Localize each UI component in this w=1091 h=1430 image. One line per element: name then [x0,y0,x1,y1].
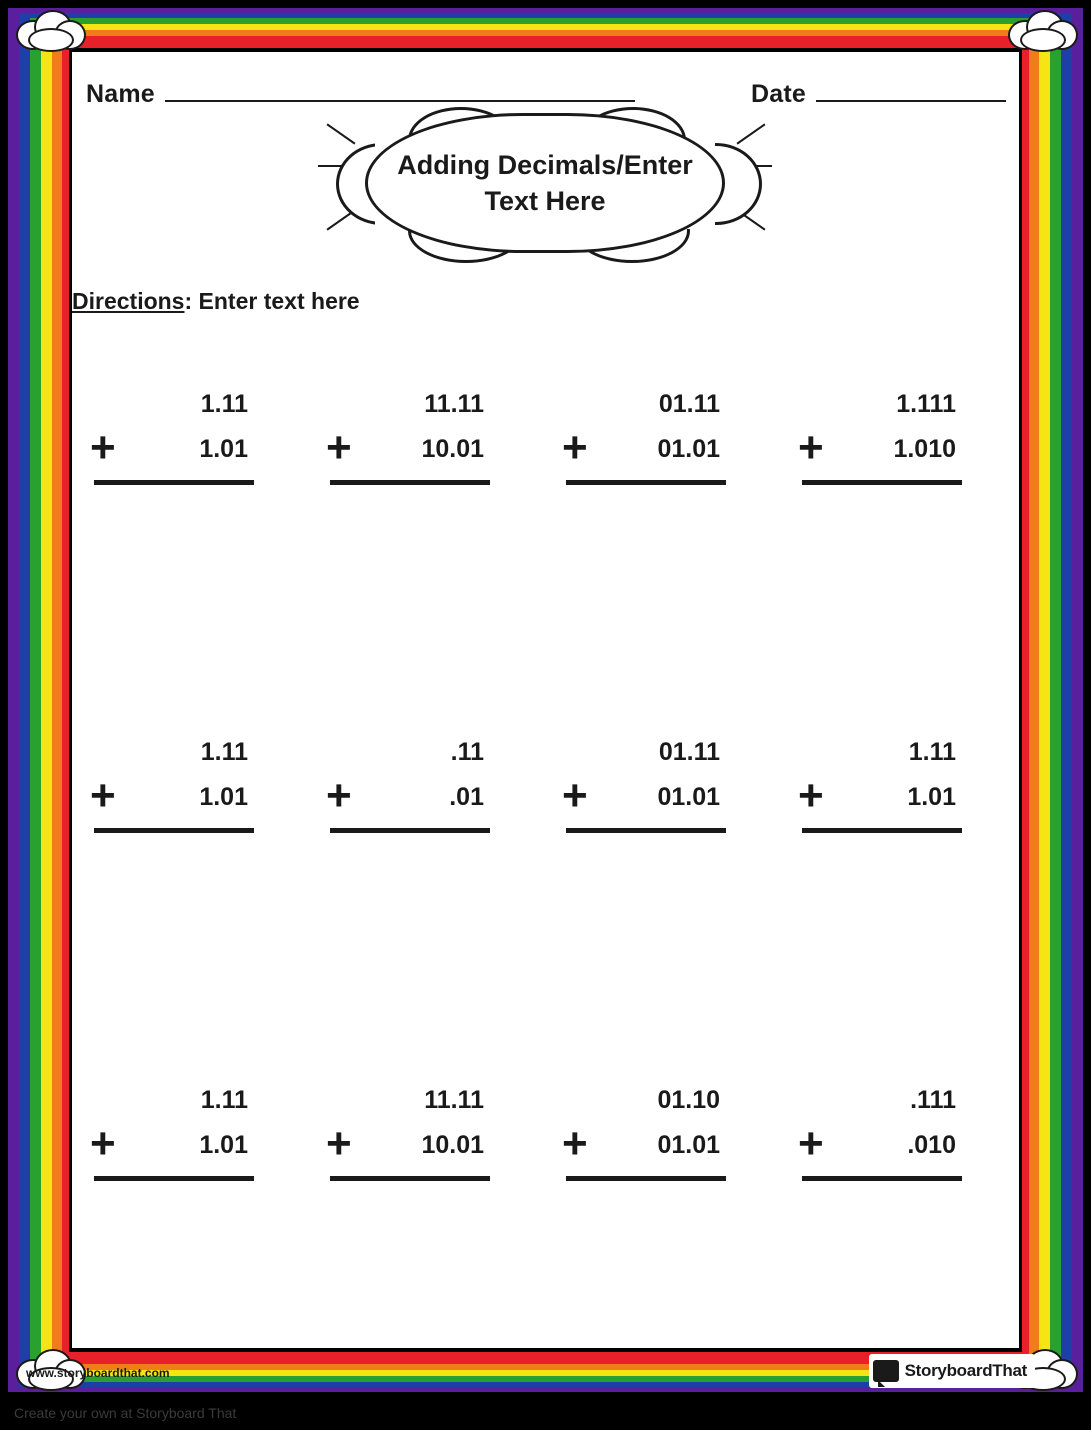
answer-line[interactable] [802,828,962,833]
cloud-icon [1006,6,1076,52]
answer-line[interactable] [330,828,490,833]
addend-row [562,771,744,820]
spark-line [737,123,766,144]
addend-bottom: 01.01 [657,1131,720,1159]
answer-line[interactable] [566,480,726,485]
problem-5[interactable] [90,738,272,833]
problem-8[interactable] [798,738,980,833]
addend-row [562,423,744,472]
problem-cell [544,1078,780,1426]
worksheet-title: Adding Decimals/Enter Text Here [397,149,693,216]
plus-icon: + [90,771,116,820]
worksheet-content [72,52,1019,1348]
plus-icon: + [562,771,588,820]
addend-top: .111 [910,1086,956,1114]
plus-icon: + [90,423,116,472]
answer-line[interactable] [330,1176,490,1181]
problem-3[interactable] [562,390,744,485]
problem-cell [72,382,308,730]
addend-top: 1.11 [200,390,248,418]
problem-1[interactable] [90,390,272,485]
problem-11[interactable] [562,1086,744,1181]
spark-line [327,123,356,144]
problem-cell [780,730,1016,1078]
addend-row [90,423,272,472]
problem-4[interactable] [798,390,980,485]
answer-line[interactable] [802,480,962,485]
addend-top: 1.111 [896,390,956,418]
problem-cell [72,730,308,1078]
footer-url[interactable]: www.storyboardthat.com [26,1366,170,1380]
page-caption: Create your own at Storyboard That [14,1405,237,1421]
addend-row [326,423,508,472]
plus-icon: + [326,1119,352,1168]
name-input-line[interactable] [165,78,635,102]
problem-row [72,730,1019,1078]
plus-icon: + [562,423,588,472]
problem-cell [308,730,544,1078]
addend-top: 1.11 [200,1086,248,1114]
name-date-row [86,78,1006,109]
addend-bottom: 1.01 [199,435,248,463]
name-label: Name [86,80,155,108]
addend-top: 11.11 [424,390,484,418]
answer-line[interactable] [94,1176,254,1181]
plus-icon: + [798,1119,824,1168]
addend-top: 01.11 [658,738,720,766]
problem-9[interactable] [90,1086,272,1181]
answer-line[interactable] [566,828,726,833]
answer-line[interactable] [94,480,254,485]
date-input-line[interactable] [816,78,1006,102]
directions-separator: : [184,288,193,314]
addend-row [798,1119,980,1168]
addend-bottom: 10.01 [421,1131,484,1159]
addend-top: .11 [450,738,484,766]
brand-name: StoryboardThat [904,1361,1027,1380]
directions-label: Directions [72,288,185,314]
addend-row [90,1119,272,1168]
problem-6[interactable] [326,738,508,833]
addend-bottom: 10.01 [421,435,484,463]
addend-top: 11.11 [424,1086,484,1114]
addend-bottom: .010 [907,1131,956,1159]
worksheet-title-box[interactable] [365,113,725,253]
problem-cell [780,382,1016,730]
problem-2[interactable] [326,390,508,485]
plus-icon: + [562,1119,588,1168]
problem-7[interactable] [562,738,744,833]
addend-top: 01.11 [658,390,720,418]
page-caption-strip [0,1400,1091,1430]
addend-bottom: 1.01 [199,783,248,811]
addend-row [562,1119,744,1168]
addend-top: 1.11 [908,738,956,766]
plus-icon: + [798,771,824,820]
answer-line[interactable] [566,1176,726,1181]
problem-cell [308,1078,544,1426]
addend-bottom: 1.01 [199,1131,248,1159]
addend-top: 01.10 [657,1086,720,1114]
addend-top: 1.11 [200,738,248,766]
problem-10[interactable] [326,1086,508,1181]
addend-bottom: 01.01 [657,783,720,811]
addend-bottom: .01 [449,783,484,811]
addend-row [326,1119,508,1168]
plus-icon: + [326,771,352,820]
problem-cell [308,382,544,730]
speech-bubble-icon [873,1360,899,1382]
plus-icon: + [90,1119,116,1168]
addend-bottom: 1.01 [907,783,956,811]
addend-row [798,423,980,472]
addend-row [90,771,272,820]
problem-12[interactable] [798,1086,980,1181]
title-cloud[interactable] [330,107,760,262]
problem-cell [544,730,780,1078]
plus-icon: + [798,423,824,472]
date-label: Date [751,80,806,108]
plus-icon: + [326,423,352,472]
addend-row [798,771,980,820]
addend-bottom: 01.01 [657,435,720,463]
problem-grid [72,382,1019,1426]
answer-line[interactable] [802,1176,962,1181]
addend-row [326,771,508,820]
directions-text[interactable]: Enter text here [198,288,360,314]
answer-line[interactable] [94,828,254,833]
storyboardthat-logo[interactable] [869,1354,1035,1388]
problem-cell [544,382,780,730]
problem-row [72,382,1019,730]
cloud-icon [14,6,84,52]
answer-line[interactable] [330,480,490,485]
directions-line [72,288,360,315]
addend-bottom: 1.010 [893,435,956,463]
